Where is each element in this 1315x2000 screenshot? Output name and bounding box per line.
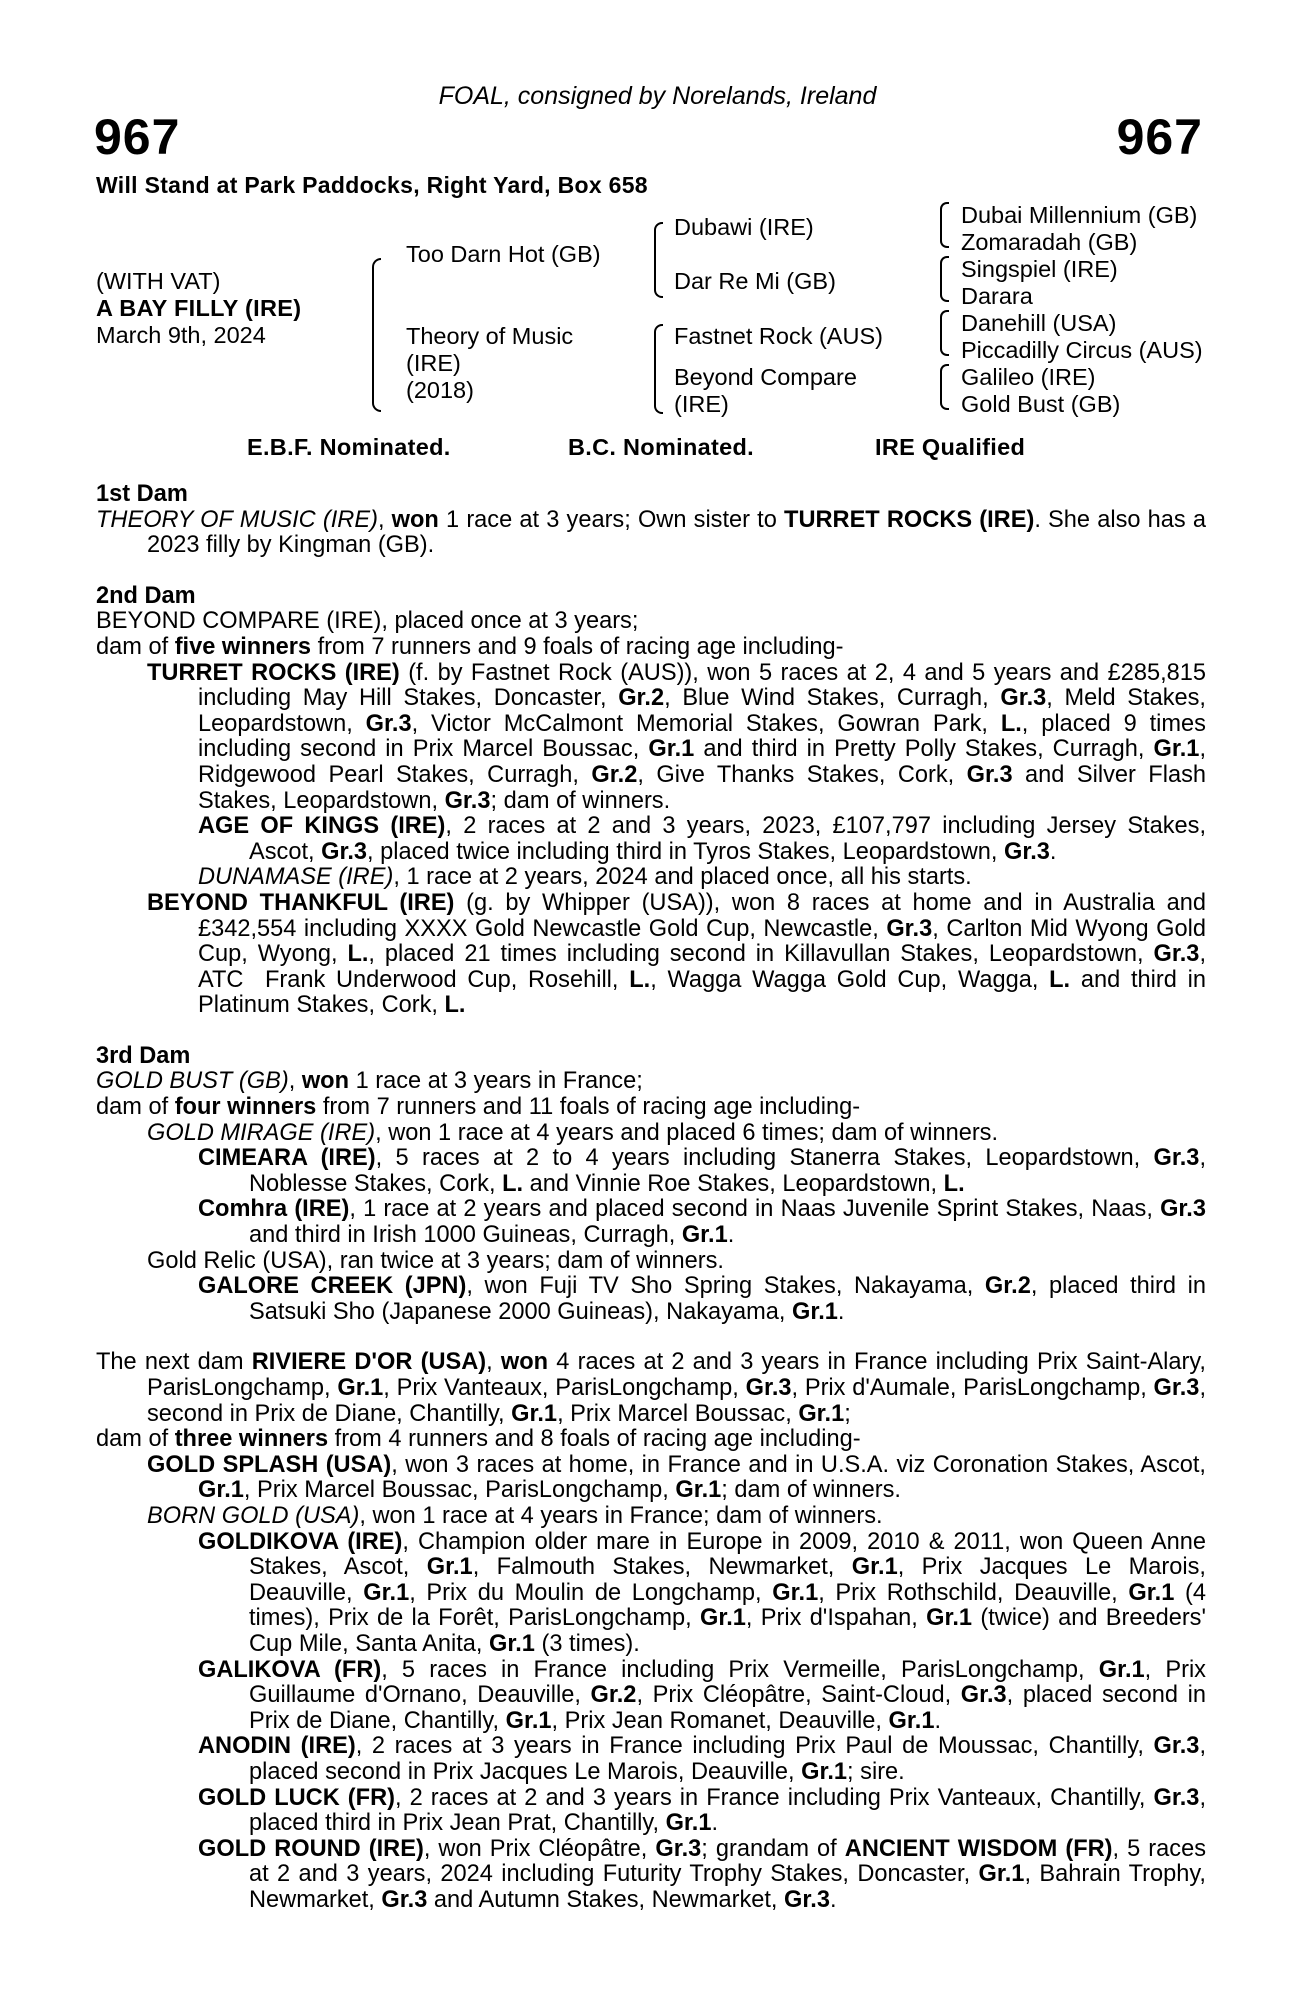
- produce-galore-creek: GALORE CREEK (JPN), won Fuji TV Sho Spring Stakes, Nakayama, Gr.2, placed third in Satsuki Sho (Japanese 2000 Guineas), Nakayama, Gr.1.: [198, 1273, 1206, 1325]
- next-dam-entry: The next dam RIVIERE D'OR (USA), won 4 races at 2 and 3 years in France including Prix Saint-Alary, ParisLongchamp, Gr.1, Prix Vanteaux, ParisLongchamp, Gr.3, Prix d'Aumale, ParisLongchamp, Gr.3, second in Prix de Diane, Chantilly, Gr.1, Prix Marcel Boussac, Gr.1;: [96, 1349, 1206, 1427]
- dam3-entry: GOLD BUST (GB), won 1 race at 3 years in France;: [96, 1068, 643, 1095]
- pedigree-dam-l3: (2018): [406, 377, 474, 403]
- next-dam-produce-summary: dam of three winners from 4 runners and 8 foals of racing age including-: [96, 1426, 861, 1453]
- pedigree-dam-dam-l2: (IRE): [674, 391, 729, 417]
- pedigree-sire-sire: Dubawi (IRE): [674, 214, 814, 240]
- produce-age-of-kings: AGE OF KINGS (IRE), 2 races at 2 and 3 years, 2023, £107,797 including Jersey Stakes, Ascot, Gr.3, placed twice including third in Tyros Stakes, Leopardstown, Gr.3.: [198, 813, 1207, 865]
- pedigree-dds: Galileo (IRE): [961, 364, 1096, 390]
- produce-goldikova: GOLDIKOVA (IRE), Champion older mare in Europe in 2009, 2010 & 2011, won Queen Anne Stakes, Ascot, Gr.1, Falmouth Stakes, Newmarket, Gr.1, Prix Jacques Le Marois, Deauville, Gr.1, Prix du Moulin de Longchamp, Gr.1, Prix Rothschild, Deauville, Gr.1 (4 times), Prix de la Forêt, ParisLongchamp, Gr.1, Prix d'Ispahan, Gr.1 (twice) and Breeders' Cup Mile, Santa Anita, Gr.1 (3 times).: [198, 1528, 1206, 1657]
- produce-dunamase: DUNAMASE (IRE), 1 race at 2 years, 2024 and placed once, all his starts.: [198, 864, 972, 891]
- pedigree-brace-gen1: [372, 258, 381, 412]
- pedigree-brace-dam: [654, 324, 663, 414]
- pedigree-brace-sd: [940, 256, 949, 302]
- pedigree-dss: Danehill (USA): [961, 310, 1117, 336]
- consigned-by: FOAL, consigned by Norelands, Ireland: [438, 82, 877, 110]
- dam1-entry: THEORY OF MUSIC (IRE), won 1 race at 3 years; Own sister to TURRET ROCKS (IRE). She also has a 2023 filly by Kingman (GB).: [96, 506, 1206, 559]
- foaling-date: March 9th, 2024: [96, 322, 266, 348]
- dam2-produce-summary: dam of five winners from 7 runners and 9 foals of racing age including-: [96, 633, 844, 660]
- produce-gold-luck: GOLD LUCK (FR), 2 races at 2 and 3 years in France including Prix Vanteaux, Chantilly, Gr.3, placed third in Prix Jean Prat, Chantilly, Gr.1.: [198, 1784, 1206, 1837]
- horse-name: A BAY FILLY (IRE): [96, 295, 302, 321]
- produce-gold-mirage: GOLD MIRAGE (IRE), won 1 race at 4 years and placed 6 times; dam of winners.: [147, 1119, 999, 1146]
- dam1-heading: 1st Dam: [96, 481, 188, 507]
- dam3-heading: 3rd Dam: [96, 1042, 191, 1069]
- pedigree-sire: Too Darn Hot (GB): [406, 241, 601, 267]
- pedigree-sds: Singspiel (IRE): [961, 256, 1118, 282]
- pedigree-dam-sire: Fastnet Rock (AUS): [674, 323, 883, 349]
- pedigree-ssd: Zomaradah (GB): [961, 229, 1138, 255]
- pedigree-brace-dd: [940, 364, 949, 410]
- pedigree-sdd: Darara: [961, 283, 1033, 309]
- pedigree-sire-dam: Dar Re Mi (GB): [674, 268, 836, 294]
- ebf-nominated: E.B.F. Nominated.: [247, 434, 451, 460]
- produce-anodin: ANODIN (IRE), 2 races at 3 years in France including Prix Paul de Moussac, Chantilly, Gr.3, placed second in Prix Jacques Le Marois, Deauville, Gr.1; sire.: [198, 1733, 1206, 1785]
- dam2-entry: BEYOND COMPARE (IRE), placed once at 3 years;: [96, 608, 639, 635]
- vat-note: (WITH VAT): [96, 268, 221, 294]
- produce-beyond-thankful: BEYOND THANKFUL (IRE) (g. by Whipper (USA)), won 8 races at home and in Australia and £342,554 including XXXX Gold Newcastle Gold Cup, Newcastle, Gr.3, Carlton Mid Wyong Gold Cup, Wyong, L., placed 21 times including second in Killavullan Stakes, Leopardstown, Gr.3, ATC Frank Underwood Cup, Rosehill, L., Wagga Wagga Gold Cup, Wagga, L. and third in Platinum Stakes, Cork, L.: [147, 889, 1206, 1019]
- pedigree-dsd: Piccadilly Circus (AUS): [961, 337, 1203, 363]
- pedigree-brace-ds: [940, 310, 949, 356]
- pedigree-dam-l2: (IRE): [406, 350, 461, 376]
- produce-gold-round: GOLD ROUND (IRE), won Prix Cléopâtre, Gr.3; grandam of ANCIENT WISDOM (FR), 5 races at 2 and 3 years, 2024 including Futurity Trophy Stakes, Doncaster, Gr.1, Bahrain Trophy, Newmarket, Gr.3 and Autumn Stakes, Newmarket, Gr.3.: [198, 1835, 1206, 1913]
- produce-gold-relic: Gold Relic (USA), ran twice at 3 years; dam of winners.: [147, 1247, 724, 1274]
- produce-cimeara: CIMEARA (IRE), 5 races at 2 to 4 years including Stanerra Stakes, Leopardstown, Gr.3, Noblesse Stakes, Cork, L. and Vinnie Roe Stakes, Leopardstown, L.: [198, 1145, 1206, 1197]
- produce-galikova: GALIKOVA (FR), 5 races in France including Prix Vermeille, ParisLongchamp, Gr.1, Prix Guillaume d'Ornano, Deauville, Gr.2, Prix Cléopâtre, Saint-Cloud, Gr.3, placed second in Prix de Diane, Chantilly, Gr.1, Prix Jean Romanet, Deauville, Gr.1.: [198, 1656, 1206, 1734]
- dam3-produce-summary: dam of four winners from 7 runners and 11 foals of racing age including-: [96, 1094, 861, 1121]
- produce-comhra: Comhra (IRE), 1 race at 2 years and placed second in Naas Juvenile Sprint Stakes, Naas, Gr.3 and third in Irish 1000 Guineas, Curragh, Gr.1.: [198, 1196, 1206, 1249]
- catalogue-body: [96, 482, 1206, 1913]
- pedigree-dam-l1: Theory of Music: [406, 323, 574, 349]
- produce-gold-splash: GOLD SPLASH (USA), won 3 races at home, in France and in U.S.A. viz Coronation Stakes, Ascot, Gr.1, Prix Marcel Boussac, ParisLongchamp, Gr.1; dam of winners.: [147, 1451, 1206, 1504]
- dam2-heading: 2nd Dam: [96, 582, 196, 609]
- pedigree-ddd: Gold Bust (GB): [961, 391, 1121, 417]
- produce-born-gold: BORN GOLD (USA), won 1 race at 4 years in France; dam of winners.: [147, 1502, 883, 1529]
- pedigree-brace-sire: [654, 222, 663, 298]
- produce-turret-rocks: TURRET ROCKS (IRE) (f. by Fastnet Rock (AUS)), won 5 races at 2, 4 and 5 years and £285,815 including May Hill Stakes, Doncaster, Gr.2, Blue Wind Stakes, Curragh, Gr.3, Meld Stakes, Leopardstown, Gr.3, Victor McCalmont Memorial Stakes, Gowran Park, L., placed 9 times including second in Prix Marcel Boussac, Gr.1 and third in Pretty Polly Stakes, Curragh, Gr.1, Ridgewood Pearl Stakes, Curragh, Gr.2, Give Thanks Stakes, Cork, Gr.3 and Silver Flash Stakes, Leopardstown, Gr.3; dam of winners.: [147, 659, 1207, 814]
- ire-qualified: IRE Qualified: [875, 434, 1026, 460]
- pedigree-brace-ss: [940, 202, 949, 248]
- bc-nominated: B.C. Nominated.: [568, 434, 754, 460]
- lot-number-right: 967: [1116, 109, 1203, 165]
- pedigree-sss: Dubai Millennium (GB): [961, 202, 1198, 228]
- pedigree-dam-dam-l1: Beyond Compare: [674, 364, 857, 390]
- stand-location: Will Stand at Park Paddocks, Right Yard, Box 658: [96, 172, 648, 198]
- lot-number-left: 967: [94, 109, 181, 165]
